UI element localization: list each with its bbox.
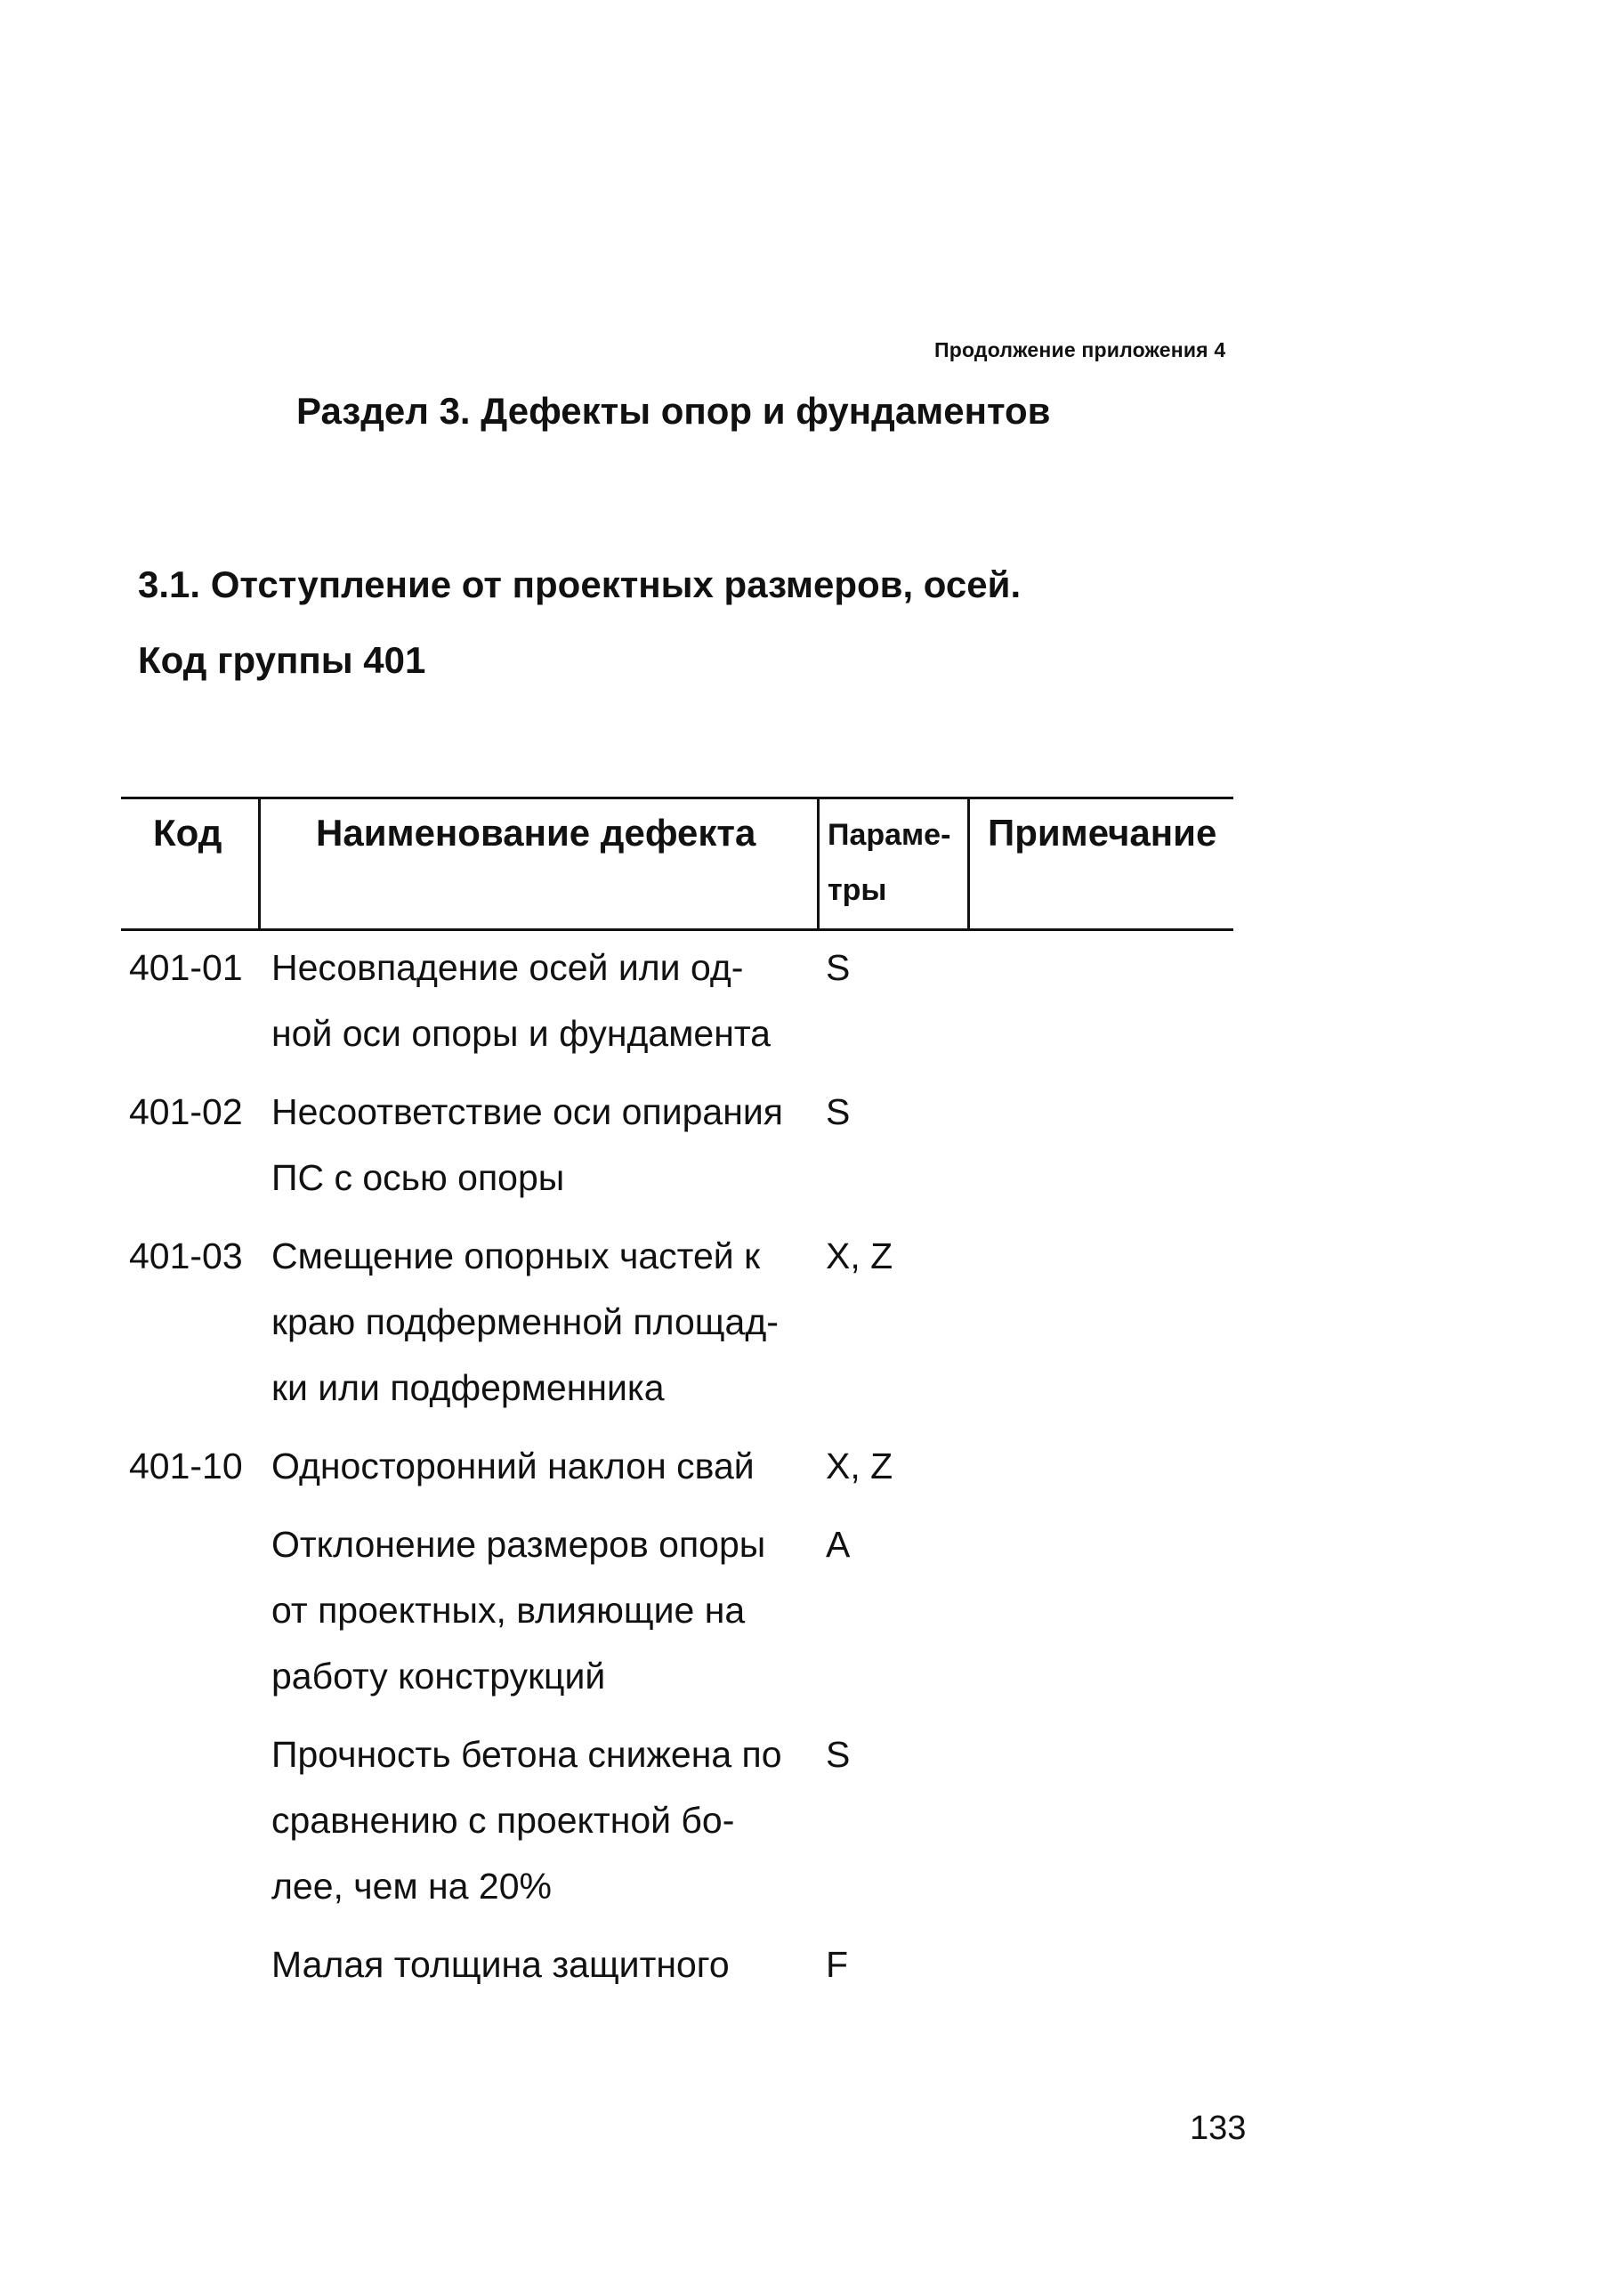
table-row — [0, 1079, 1624, 1211]
defect-code: 401-10 — [129, 1446, 243, 1486]
defect-params: A — [826, 1524, 851, 1565]
table-row — [0, 935, 1624, 1066]
defect-name-line: Смещение опорных частей к — [271, 1235, 761, 1276]
header-params-line2: тры — [828, 873, 887, 907]
defect-params: S — [826, 947, 851, 988]
defect-name — [271, 1079, 814, 1211]
defect-name-line: лее, чем на 20% — [271, 1866, 552, 1907]
defect-name-line: работу конструкций — [271, 1656, 606, 1697]
defect-code: 401-03 — [129, 1235, 243, 1276]
table-row — [0, 1721, 1624, 1919]
defect-name-line: Прочность бетона снижена по — [271, 1734, 782, 1775]
table-row — [0, 1511, 1624, 1709]
defect-name-line: краю подферменной площад- — [271, 1301, 779, 1342]
defect-name-line: Несовпадение осей или од- — [271, 947, 744, 988]
defect-name — [271, 1511, 814, 1709]
continuation-note: Продолжение приложения 4 — [934, 338, 1226, 361]
defect-name-line: сравнению с проектной бо- — [271, 1800, 735, 1841]
table-row — [0, 1433, 1624, 1499]
defect-params: S — [826, 1091, 851, 1132]
header-note: Примечание — [988, 812, 1217, 854]
table-top-rule — [121, 797, 1233, 799]
defect-name-line: Отклонение размеров опоры — [271, 1524, 766, 1565]
subsection-title: 3.1. Отступление от проектных размеров, осей. — [138, 563, 1022, 605]
defect-name — [271, 1721, 814, 1919]
header-code: Код — [153, 812, 222, 854]
defect-params: X, Z — [826, 1446, 893, 1486]
table-row — [0, 1932, 1624, 1997]
header-defect-name: Наименование дефекта — [316, 812, 756, 854]
defect-name-line: Малая толщина защитного — [271, 1944, 730, 1985]
defect-code: 401-02 — [129, 1091, 243, 1132]
table-body — [0, 935, 1624, 2010]
table-row — [0, 1223, 1624, 1421]
defect-name-line: от проектных, влияющие на — [271, 1590, 746, 1631]
column-divider-params — [967, 797, 970, 930]
defect-name — [271, 935, 814, 1066]
page-number: 133 — [1190, 2110, 1247, 2147]
section-title: Раздел 3. Дефекты опор и фундаментов — [296, 390, 1051, 432]
defect-name-line: ПС с осью опоры — [271, 1157, 565, 1198]
defect-name — [271, 1932, 814, 1997]
header-params-line1: Параме- — [828, 818, 951, 852]
defect-name-line: ки или подферменника — [271, 1367, 665, 1408]
defect-name — [271, 1433, 814, 1499]
group-code-heading: Код группы 401 — [138, 639, 426, 681]
defect-name — [271, 1223, 814, 1421]
column-divider-name — [817, 797, 820, 930]
defect-params: X, Z — [826, 1235, 893, 1276]
defect-params: S — [826, 1734, 851, 1775]
defect-name-line: Односторонний наклон свай — [271, 1446, 755, 1486]
defect-params: F — [826, 1944, 849, 1985]
defect-name-line: Несоответствие оси опирания — [271, 1091, 783, 1132]
table-header-bottom-rule — [121, 928, 1233, 931]
defect-name-line: ной оси опоры и фундамента — [271, 1013, 771, 1054]
defect-code: 401-01 — [129, 947, 243, 988]
column-divider-code — [258, 797, 261, 930]
